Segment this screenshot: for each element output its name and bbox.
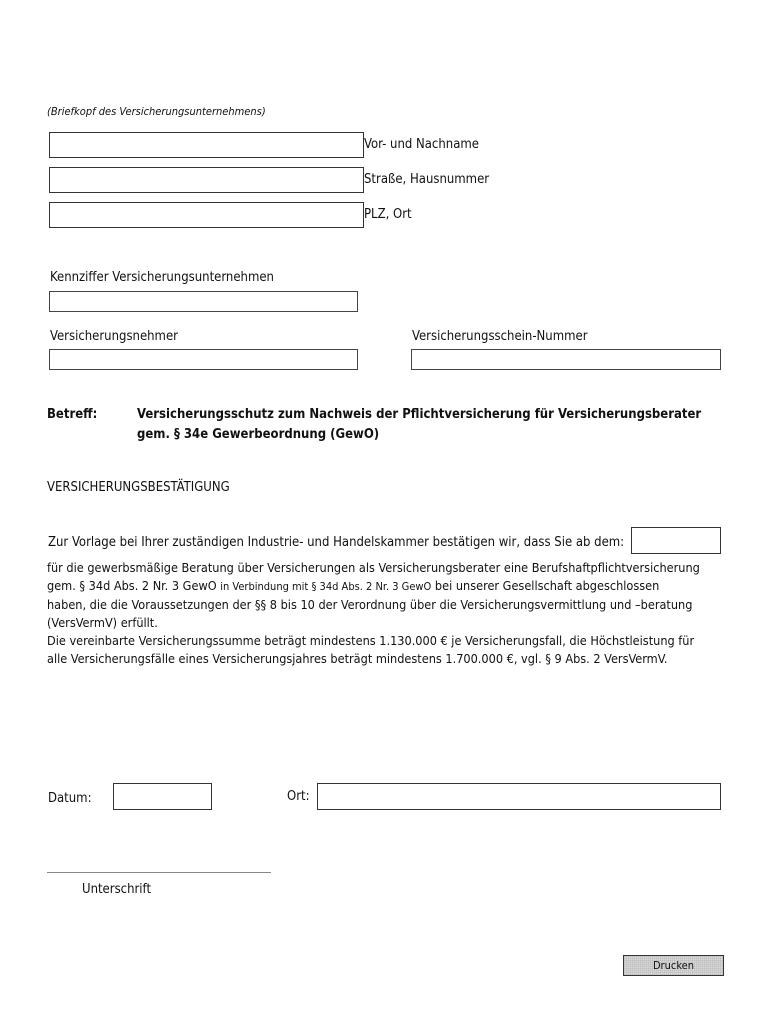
body-line-2 xyxy=(47,577,737,596)
confirmation-body xyxy=(47,559,737,668)
city-field[interactable] xyxy=(49,202,364,228)
body-line-3: haben, die die Voraussetzungen der §§ 8 bis 10 der Verordnung über die Versicherungsvermittlung und –beratung xyxy=(47,597,693,612)
body-line-4: (VersVermV) erfüllt. xyxy=(47,615,158,630)
date-field[interactable] xyxy=(113,783,212,810)
name-field[interactable] xyxy=(49,132,364,158)
policyholder-label: Versicherungsnehmer xyxy=(50,329,178,344)
signature-line xyxy=(47,872,271,873)
name-label: Vor- und Nachname xyxy=(364,137,479,152)
policy-number-field[interactable] xyxy=(411,349,721,370)
subject-line-1: Versicherungsschutz zum Nachweis der Pflichtversicherung für Versicherungsberater xyxy=(137,407,702,422)
body-line-2c: bei unserer Gesellschaft abgeschlossen xyxy=(434,578,660,593)
insurer-code-label: Kennziffer Versicherungsunternehmen xyxy=(50,270,274,285)
body-line-6: alle Versicherungsfälle eines Versicherungsjahres beträgt mindestens 1.700.000 €, vgl. § 9 Abs. 2 VersVermV. xyxy=(47,651,668,666)
body-line-5: Die vereinbarte Versicherungssumme beträgt mindestens 1.130.000 € je Versicherungsfall, die Höchstleistung für xyxy=(47,633,695,648)
body-line-2b: in Verbindung mit § 34d Abs. 2 Nr. 3 GewO xyxy=(220,580,432,593)
place-label: Ort: xyxy=(287,789,310,804)
street-label: Straße, Hausnummer xyxy=(364,172,490,187)
city-label: PLZ, Ort xyxy=(364,207,412,222)
insurer-code-field[interactable] xyxy=(49,291,358,312)
place-field[interactable] xyxy=(317,783,721,810)
intro-text: Zur Vorlage bei Ihrer zuständigen Industrie- und Handelskammer bestätigen wir, dass Sie ab dem: xyxy=(48,535,625,550)
date-label: Datum: xyxy=(48,791,92,806)
body-line-2a: gem. § 34d Abs. 2 Nr. 3 GewO xyxy=(47,578,217,593)
street-field[interactable] xyxy=(49,167,364,193)
policy-number-label: Versicherungsschein-Nummer xyxy=(412,329,588,344)
start-date-field[interactable] xyxy=(631,527,721,554)
policyholder-field[interactable] xyxy=(49,349,358,370)
subject-line-2: gem. § 34e Gewerbeordnung (GewO) xyxy=(137,427,380,442)
signature-label: Unterschrift xyxy=(82,882,152,897)
subject-label: Betreff: xyxy=(47,407,98,422)
print-button[interactable]: Drucken xyxy=(623,955,724,976)
document-title: VERSICHERUNGSBESTÄTIGUNG xyxy=(47,480,230,495)
body-line-1: für die gewerbsmäßige Beratung über Versicherungen als Versicherungsberater eine Berufshaftpflichtversicherung xyxy=(47,560,700,575)
letterhead-note: (Briefkopf des Versicherungsunternehmens) xyxy=(47,105,266,118)
